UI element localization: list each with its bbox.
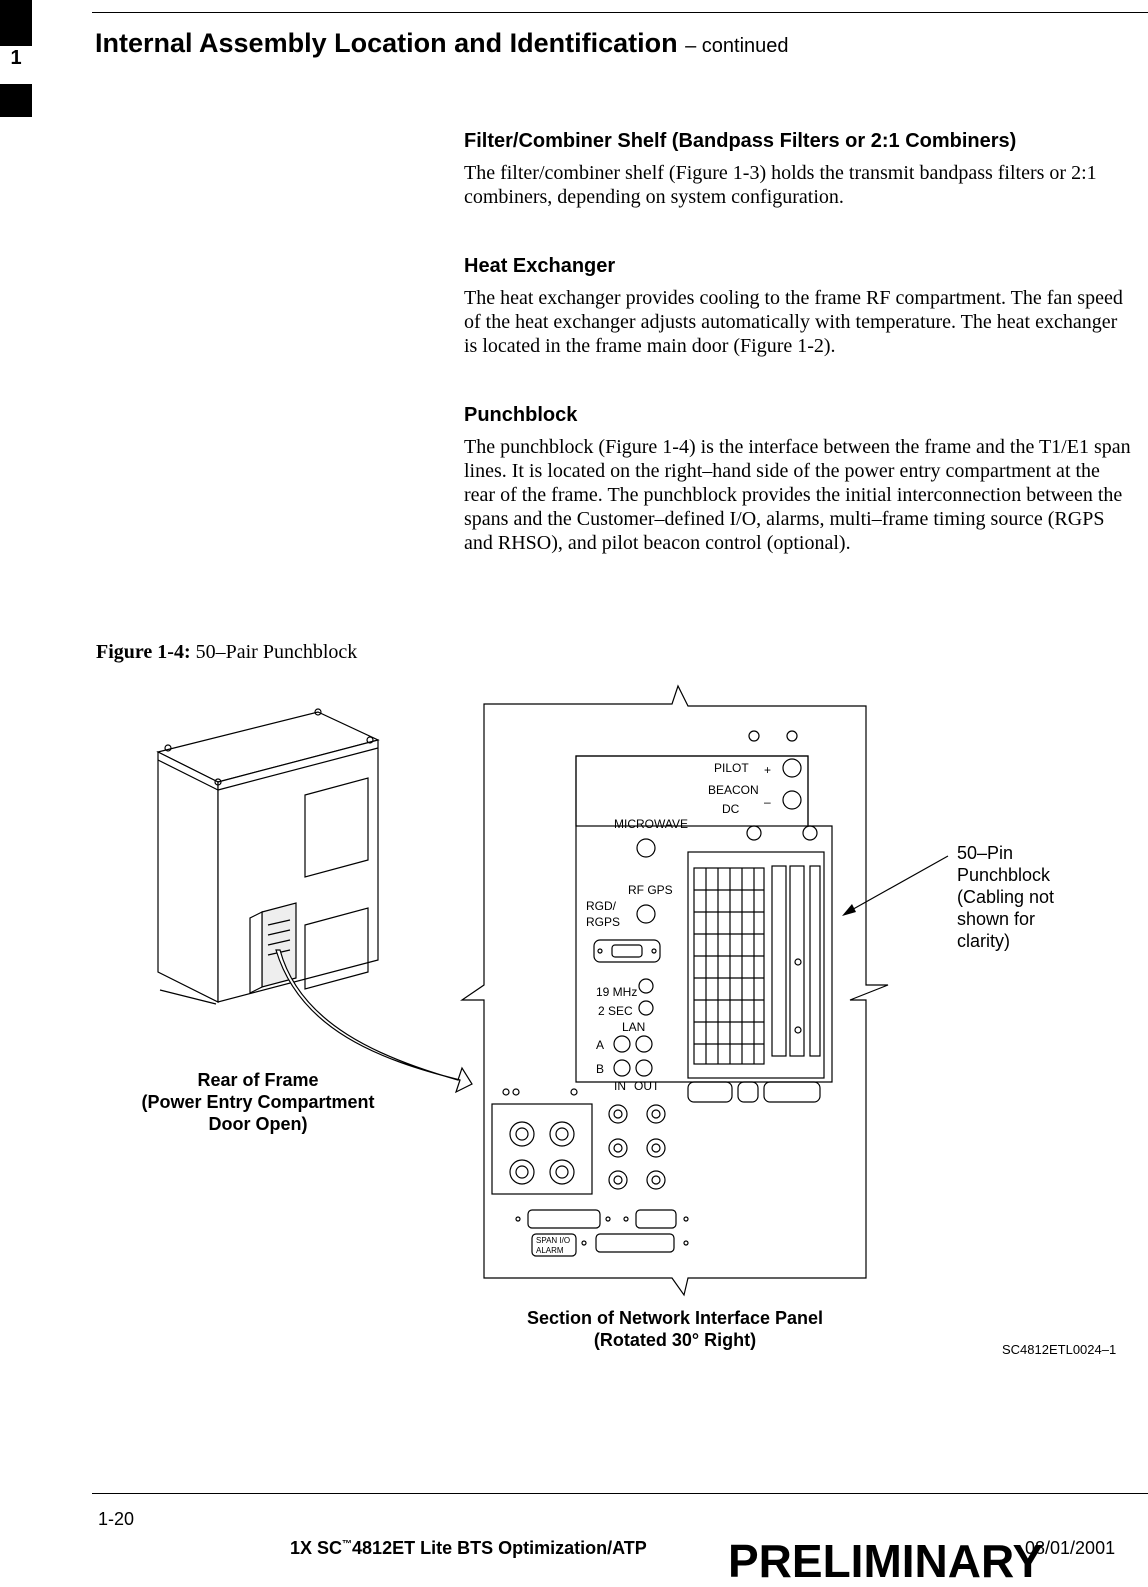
section-filter-combiner [464, 129, 1134, 209]
callout-line: 50–Pin [957, 843, 1014, 863]
rear-label-line: (Power Entry Compartment [141, 1092, 375, 1112]
mhz-label: 19 MHz [596, 985, 638, 999]
microwave-label: MICROWAVE [614, 817, 688, 831]
punchblock-callout [957, 842, 1054, 952]
page-title [95, 28, 789, 59]
document-title [290, 1538, 647, 1559]
out-label: OUT [634, 1079, 660, 1093]
figure-caption [96, 641, 357, 664]
callout-line: clarity) [957, 931, 1010, 951]
footer-date: 08/01/2001 [1025, 1538, 1116, 1558]
in-label: IN [614, 1079, 626, 1093]
page-title-continued: – continued [685, 35, 789, 57]
a-label: A [596, 1038, 605, 1052]
dc-label: DC [722, 802, 740, 816]
chapter-tab-top [0, 0, 32, 46]
alarm-label: ALARM [536, 1246, 564, 1255]
callout-line: shown for [957, 909, 1036, 929]
chapter-tab-number: 1 [0, 46, 32, 70]
section-punchblock [464, 403, 1134, 555]
section-heading: Heat Exchanger [464, 255, 616, 277]
footer-rule [92, 1493, 1148, 1494]
section-heading: Filter/Combiner Shelf (Bandpass Filters or 2:1 Combiners) [464, 130, 1017, 152]
rgps-label: RGPS [586, 915, 621, 929]
callout-line: (Cabling not [957, 887, 1055, 907]
doc-title-suffix: 4812ET Lite BTS Optimization/ATP [352, 1538, 647, 1558]
figure-label: Figure 1-4: [96, 641, 191, 663]
punchblock-figure [0, 670, 1148, 1370]
network-label-line: (Rotated 30° Right) [593, 1330, 757, 1350]
rear-of-frame-label [110, 1069, 406, 1135]
section-body: The filter/combiner shelf (Figure 1-3) holds the transmit bandpass filters or 2:1 combiners, depending on system configuration. [464, 162, 1097, 208]
section-heat-exchanger [464, 254, 1134, 358]
network-panel-label [490, 1307, 860, 1351]
plus-label: + [764, 763, 772, 777]
sec-label: 2 SEC [598, 1004, 633, 1018]
rgd-label: RGD/ [586, 899, 616, 913]
section-heading: Punchblock [464, 404, 578, 426]
frame-cabinet-drawing [158, 709, 378, 1004]
rfgps-label: RF GPS [628, 883, 673, 897]
page-number: 1-20 [98, 1509, 135, 1529]
figure-id: SC4812ETL0024–1 [1002, 1342, 1117, 1357]
b-label: B [596, 1062, 605, 1076]
rear-label-line: Rear of Frame [197, 1070, 319, 1090]
beacon-label: BEACON [708, 783, 759, 797]
doc-title-prefix: 1X SC [290, 1538, 343, 1558]
header-rule [92, 12, 1148, 13]
trademark-mark: ™ [342, 1539, 353, 1550]
lan-label: LAN [622, 1020, 646, 1034]
section-body: The punchblock (Figure 1-4) is the interface between the frame and the T1/E1 span lines. It is located on the right–hand side of the power entry compartment at the rear of the frame. The punchblock provides the initial interconnection between the spans and the Customer–defined I/O, alarms, multi–frame timing source (RGPS and RHSO), and pilot beacon control (optional). [464, 436, 1131, 554]
pilot-label: PILOT [714, 761, 749, 775]
figure-caption-text: 50–Pair Punchblock [195, 641, 358, 663]
chapter-tab-bottom [0, 84, 32, 117]
callout-line: Punchblock [957, 865, 1051, 885]
section-body: The heat exchanger provides cooling to the frame RF compartment. The fan speed of the heat exchanger adjusts automatically with temperature. The heat exchanger is located in the frame main door (Figure 1-2). [464, 287, 1123, 357]
page-title-text: Internal Assembly Location and Identification [95, 28, 678, 58]
rear-label-line: Door Open) [208, 1114, 308, 1134]
span-label: SPAN I/O [536, 1236, 571, 1245]
network-label-line: Section of Network Interface Panel [526, 1308, 824, 1328]
preliminary-stamp: PRELIMINARY [728, 1535, 1044, 1587]
minus-label: – [764, 795, 771, 809]
